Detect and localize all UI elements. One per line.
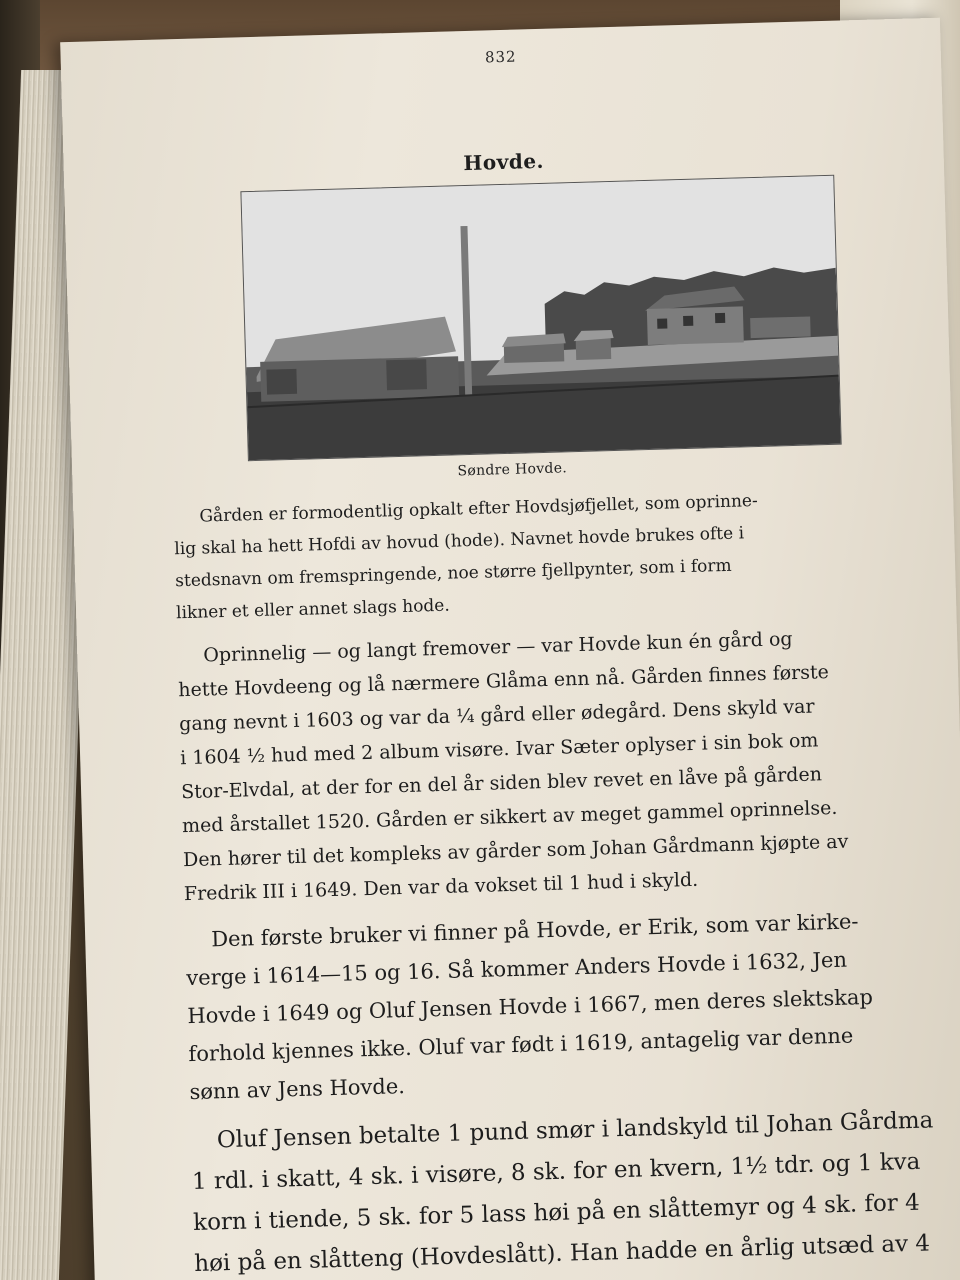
article-body	[173, 480, 955, 1280]
photo-caption: Søndre Hovde.	[457, 460, 568, 480]
text-line: Stor-Elvdal, at der for en del år siden blev revet en låve på gården	[180, 763, 823, 804]
text-line: lig skal ha hett Hofdi av hovud (hode). Navnet hovde brukes ofte i	[174, 523, 745, 560]
page-heading: Hovde.	[463, 148, 545, 176]
book-page	[60, 18, 960, 1280]
text-line: høi på en slåtteng (Hovdeslått). Han hadde en årlig utsæd av 4	[193, 1230, 931, 1278]
text-line: Fredrik III i 1649. Den var da vokset til 1 hud i skyld.	[183, 868, 699, 906]
page-number: 832	[484, 47, 517, 67]
text-line: verge i 1614—15 og 16. Så kommer Anders Hovde i 1632, Jen	[186, 947, 848, 991]
text-line: i 1604 ½ hud med 2 album visøre. Ivar Sæter oplyser i sin bok om	[179, 729, 819, 770]
text-line: sønn av Jens Hovde.	[189, 1074, 406, 1105]
text-line: 1 rdl. i skatt, 4 sk. i visøre, 8 sk. for en kvern, 1½ tdr. og 1 kva	[191, 1148, 921, 1196]
paragraph-2	[177, 618, 944, 911]
farm-photograph	[240, 175, 841, 461]
paragraph-3	[185, 900, 950, 1111]
paragraph-4	[190, 1100, 954, 1280]
text-line: Gården er formodentlig opkalt efter Hovdsjøfjellet, som oprinne-	[199, 490, 758, 527]
text-line: gang nevnt i 1603 og var da ¼ gård eller ødegård. Dens skyld var	[178, 695, 815, 736]
text-line: hette Hovdeeng og lå nærmere Glåma enn nå. Gården finnes første	[178, 661, 830, 702]
text-line: Den hører til det kompleks av gårder som Johan Gårdmann kjøpte av	[182, 830, 849, 872]
text-line: korn i tiende, 5 sk. for 5 lass høi på en slåttemyr og 4 sk. for 4	[192, 1189, 921, 1237]
text-line: med årstallet 1520. Gården er sikkert av meget gammel oprinnelse.	[181, 796, 838, 838]
paragraph-1	[173, 480, 936, 629]
text-line: Oluf Jensen betalte 1 pund smør i landskyld til Johan Gårdma	[216, 1107, 934, 1154]
text-line: Den første bruker vi finner på Hovde, er Erik, som var kirke-	[210, 909, 859, 952]
text-line: stedsnavn om fremspringende, noe større fjellpynter, som i form	[174, 555, 732, 592]
text-line: Oprinnelig — og langt fremover — var Hovde kun én gård og	[203, 628, 793, 667]
farm-photo-illustration	[241, 176, 840, 460]
text-line: forhold kjennes ikke. Oluf var født i 1619, antagelig var denne	[188, 1023, 854, 1067]
text-line: Hovde i 1649 og Oluf Jensen Hovde i 1667, men deres slektskap	[187, 984, 874, 1029]
text-line: likner et eller annet slags hode.	[175, 595, 451, 624]
